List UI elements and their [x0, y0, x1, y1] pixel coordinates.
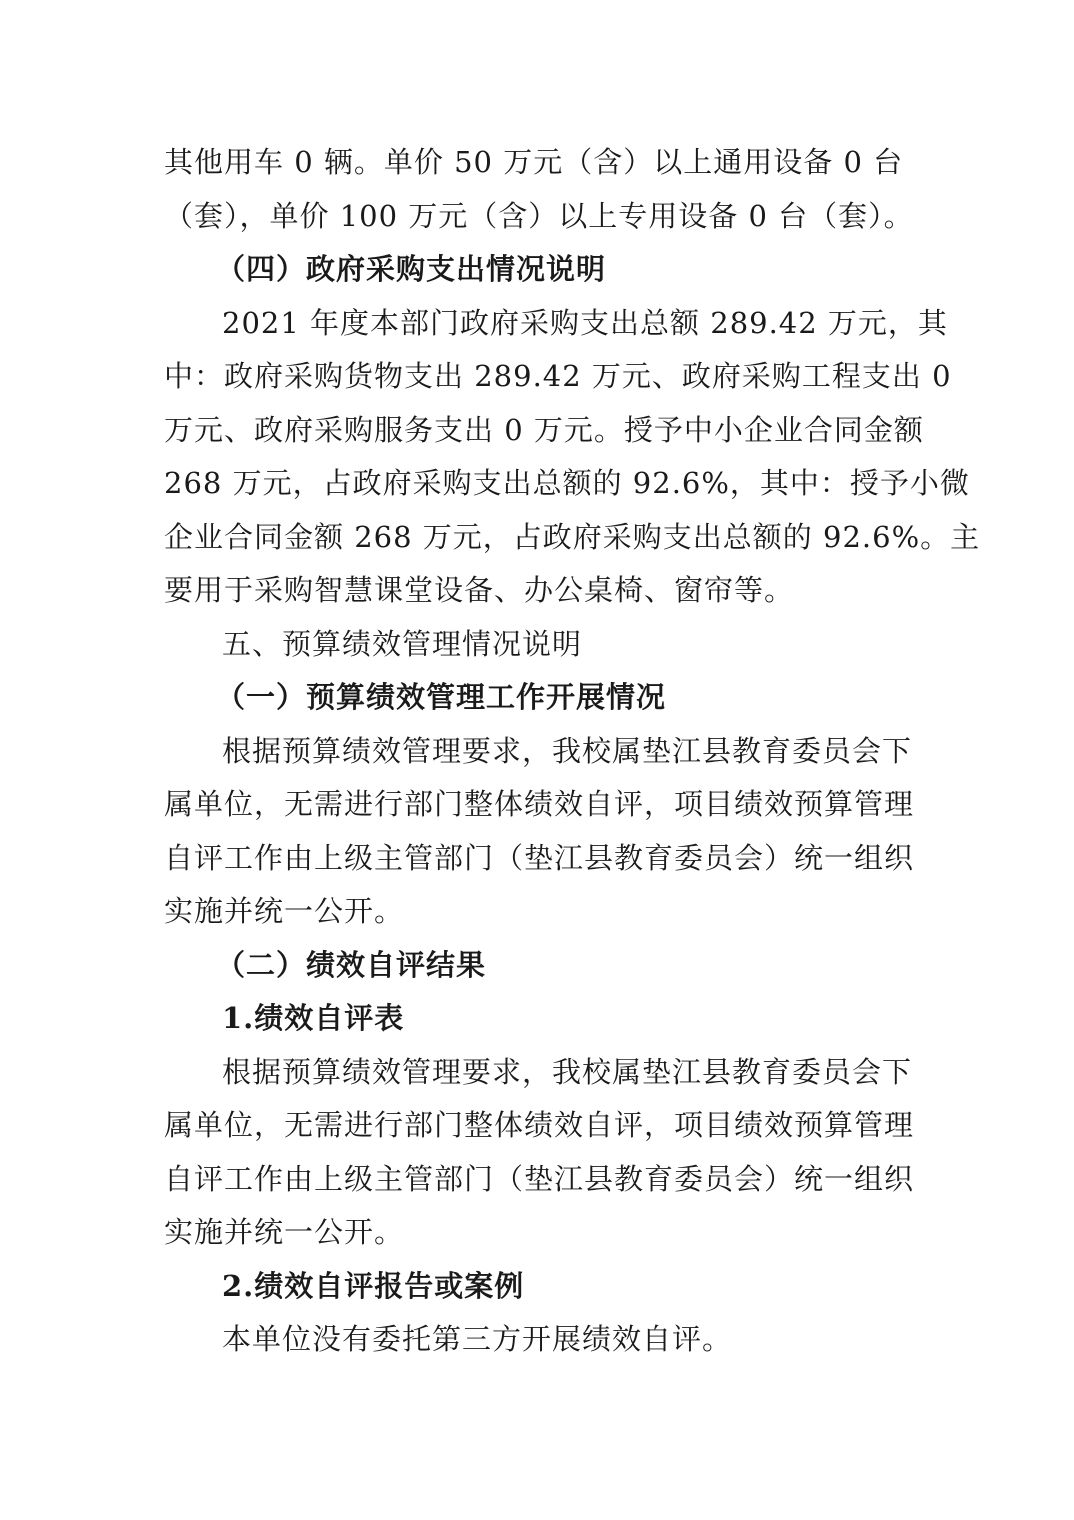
paragraph-line: 268 万元，占政府采购支出总额的 92.6%，其中：授予小微 — [164, 466, 970, 500]
section-heading-performance-work: （一）预算绩效管理工作开展情况 — [216, 680, 667, 714]
paragraph-line: 2021 年度本部门政府采购支出总额 289.42 万元，其 — [222, 305, 948, 340]
subsection-heading-self-evaluation-table: 1.绩效自评表 — [222, 1001, 405, 1035]
paragraph-line: 根据预算绩效管理要求，我校属垫江县教育委员会下 — [222, 1054, 913, 1089]
paragraph-line: 其他用车 0 辆。单价 50 万元（含）以上通用设备 0 台 — [164, 145, 904, 179]
paragraph-line: 要用于采购智慧课堂设备、办公桌椅、窗帘等。 — [164, 573, 795, 607]
paragraph-line: 实施并统一公开。 — [164, 894, 405, 928]
section-heading-self-evaluation-results: （二）绩效自评结果 — [216, 947, 487, 982]
paragraph-line: 中：政府采购货物支出 289.42 万元、政府采购工程支出 0 — [164, 359, 952, 393]
subsection-heading-self-evaluation-report: 2.绩效自评报告或案例 — [222, 1268, 525, 1303]
chapter-heading-performance-management: 五、预算绩效管理情况说明 — [222, 626, 583, 661]
paragraph-line: 自评工作由上级主管部门（垫江县教育委员会）统一组织 — [164, 1161, 915, 1196]
paragraph-line: （套），单价 100 万元（含）以上专用设备 0 台（套）。 — [164, 198, 914, 233]
section-heading-government-procurement: （四）政府采购支出情况说明 — [216, 252, 607, 286]
paragraph-line: 属单位，无需进行部门整体绩效自评，项目绩效预算管理 — [164, 787, 915, 821]
document-body — [164, 136, 981, 1367]
paragraph-line: 自评工作由上级主管部门（垫江县教育委员会）统一组织 — [164, 840, 915, 875]
paragraph-line: 企业合同金额 268 万元，占政府采购支出总额的 92.6%。主 — [164, 519, 981, 554]
paragraph-line: 万元、政府采购服务支出 0 万元。授予中小企业合同金额 — [164, 412, 924, 447]
paragraph-line: 本单位没有委托第三方开展绩效自评。 — [222, 1322, 733, 1356]
paragraph-line: 实施并统一公开。 — [164, 1215, 405, 1249]
paragraph-line: 根据预算绩效管理要求，我校属垫江县教育委员会下 — [222, 733, 913, 768]
paragraph-line: 属单位，无需进行部门整体绩效自评，项目绩效预算管理 — [164, 1108, 915, 1142]
